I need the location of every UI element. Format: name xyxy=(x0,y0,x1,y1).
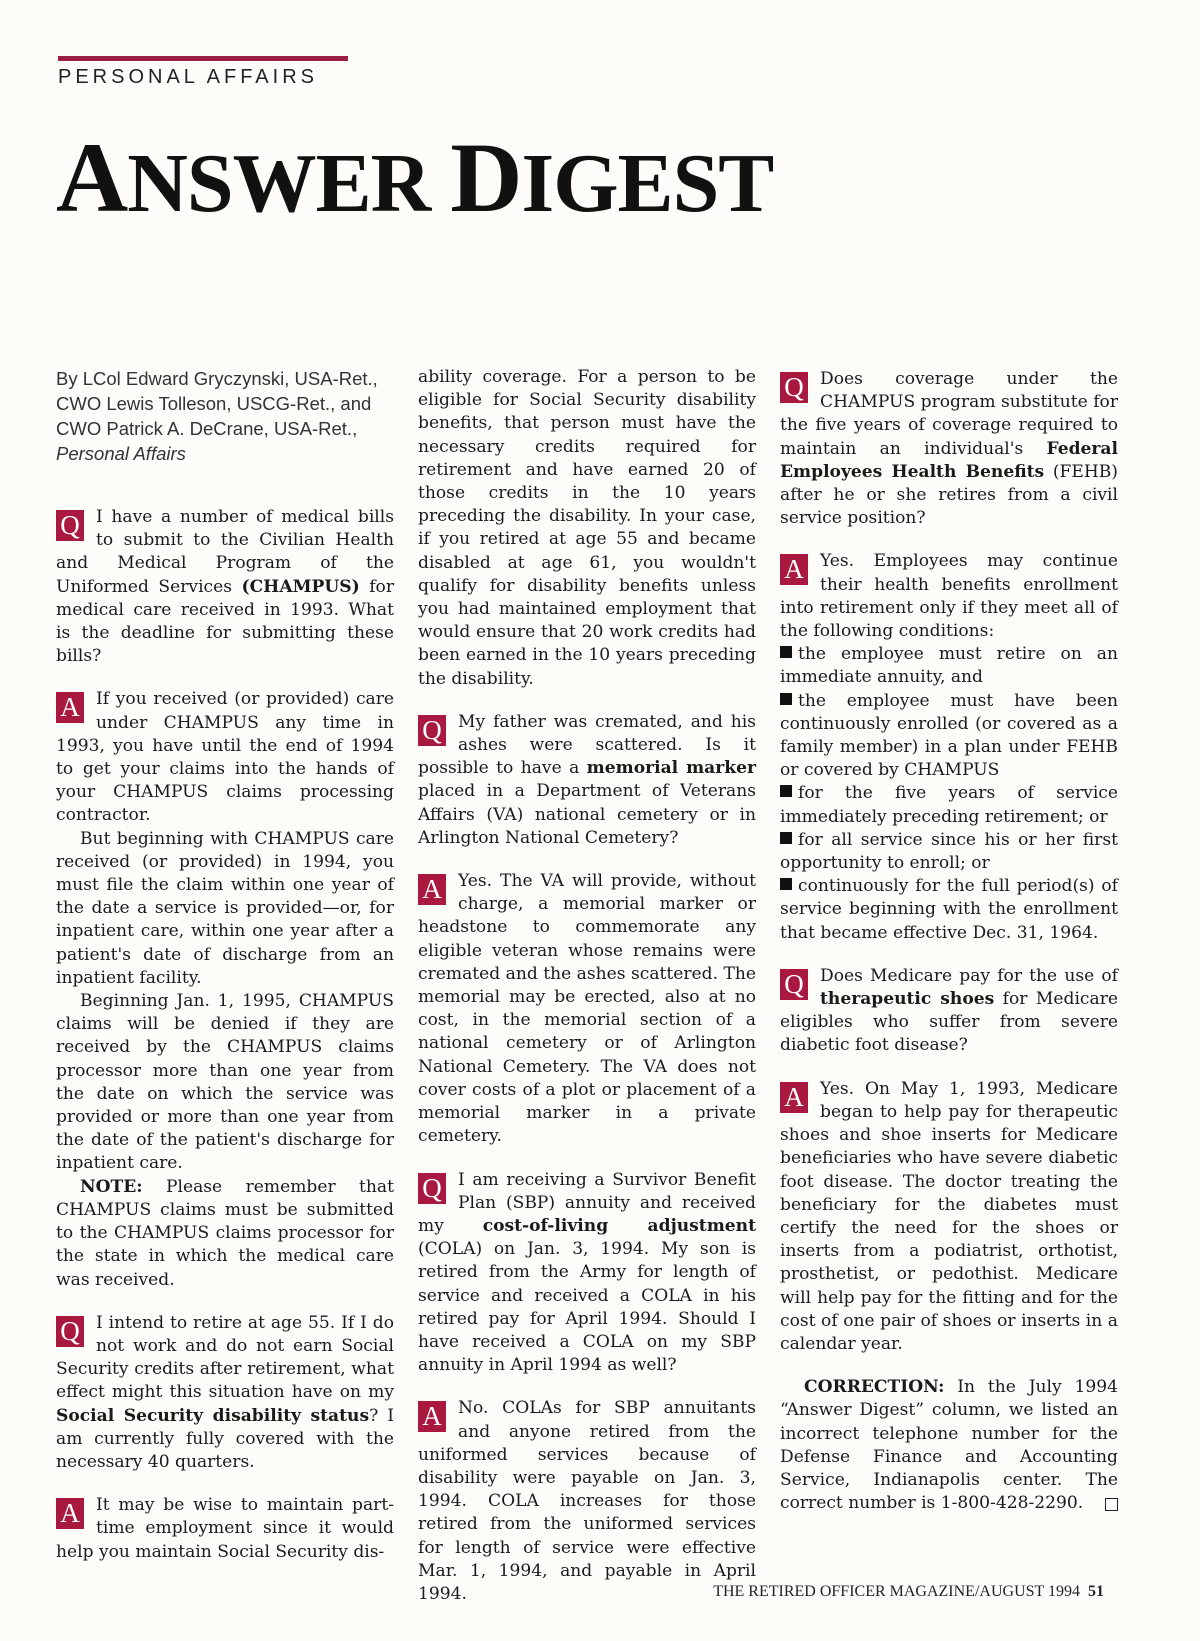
answer-paragraph: Yes. On May 1, 1993, Medicare began to help pay for therapeutic shoes and shoe inserts for Medicare beneficiaries who have severe diabetic foot disease. The doctor treating the beneficiary for the diabetes must certify the need for the shoes or inserts from a podiatrist, orthotist, prosthetist, or pedothist. Medicare will help pay for the fitting and for the cost of one pair of shoes or inserts in a calendar year. xyxy=(780,1078,1118,1354)
qa-memorial-answer xyxy=(418,870,756,1148)
qa-cola-question xyxy=(418,1169,756,1378)
sub-bullet-item: continuously for the full period(s) of service beginning with the enrollment that became effective Dec. 31, 1964. xyxy=(780,876,1118,943)
answer-paragraph: It may be wise to maintain part-time employment since it would help you maintain Social Security dis- xyxy=(56,1495,394,1562)
byline xyxy=(56,366,394,466)
answer-paragraph: If you received (or provided) care under CHAMPUS any time in 1993, you have until the end of 1994 to get your claims into the hands of your CHAMPUS claims processing contractor. xyxy=(56,689,394,826)
qa-disability-answer xyxy=(56,1494,394,1564)
q-badge: Q xyxy=(780,372,808,403)
q-badge: Q xyxy=(56,510,84,541)
column-1 xyxy=(56,366,394,1584)
question-text: Does coverage under the CHAMPUS program substitute for the five years of coverage required to maintain an individual's Federal Employees Health Benefits (FEHB) after he or she retires from a civil service position? xyxy=(780,369,1118,529)
correction-paragraph: CORRECTION: In the July 1994 “Answer Digest” column, we listed an incorrect telephone number for the Defense Finance and Accounting Service, Indianapolis center. The correct number is 1-800-428-2290. xyxy=(780,1377,1118,1514)
question-text: Does Medicare pay for the use of therapeutic shoes for Medicare eligibles who suffer from severe diabetic foot disease? xyxy=(780,965,1118,1056)
answer-paragraph: No. COLAs for SBP annuitants and anyone retired from the uniformed services because of disability were payable on Jan. 3, 1994. COLA increases for those retired from the uniformed services for length of service were effective Mar. 1, 1994, and payable in April 1994. xyxy=(418,1398,756,1604)
byline-role: Personal Affairs xyxy=(56,443,186,464)
answer-paragraph: Yes. Employees may continue their health benefits enrollment into retirement only if they meet all of the following conditions: xyxy=(780,551,1118,642)
question-keyword: Federal Employees Health Benefits xyxy=(780,438,1118,482)
column-3 xyxy=(780,368,1118,1535)
question-text: I have a number of medical bills to submit to the Civilian Health and Medical Program of the Uniformed Services (CHAMPUS) for medical care received in 1993. What is the deadline for submitting these bills? xyxy=(56,507,394,667)
sub-bullet-item: for the five years of service immediately preceding retirement; or xyxy=(780,783,1118,827)
qa-champus-question xyxy=(56,506,394,668)
q-badge: Q xyxy=(56,1316,84,1347)
end-of-article-box-icon xyxy=(1105,1498,1118,1511)
a-badge: A xyxy=(780,1082,808,1113)
square-bullet-icon xyxy=(780,832,792,844)
title-initial-2: D xyxy=(450,122,522,233)
page-title xyxy=(56,122,774,233)
square-bullet-icon xyxy=(780,646,792,658)
page-footer xyxy=(713,1583,1104,1601)
q-badge: Q xyxy=(418,1173,446,1204)
bullet-item: the employee must retire on an immediate annuity, and xyxy=(780,644,1118,688)
square-bullet-icon xyxy=(780,785,792,797)
section-label: PERSONAL AFFAIRS xyxy=(58,66,318,88)
byline-text: By LCol Edward Gryczynski, USA-Ret., CWO Lewis Tolleson, USCG-Ret., and CWO Patrick A. DeCrane, USA-Ret., xyxy=(56,368,378,439)
a-badge: A xyxy=(418,1401,446,1432)
answer-paragraph: But beginning with CHAMPUS care received (or provided) in 1994, you must file the claim within one year of the date a service is provided—or, for inpatient care, within one year after a patient's date of discharge from an inpatient facility. xyxy=(56,828,394,988)
question-keyword: memorial marker xyxy=(586,758,756,779)
a-badge: A xyxy=(780,554,808,585)
question-keyword: cost-of-living adjustment xyxy=(482,1215,756,1236)
page-number: 51 xyxy=(1088,1583,1104,1600)
sub-bullet-item: for all service since his or her first opportunity to enroll; or xyxy=(780,829,1118,874)
qa-disability-question xyxy=(56,1312,394,1474)
qa-cola-answer xyxy=(418,1397,756,1606)
title-rest-2: IGEST xyxy=(521,137,774,230)
column-2 xyxy=(418,366,756,1626)
bullet-item: the employee must have been continuously enrolled (or covered as a family member) in a plan under FEHB or covered by CHAMPUS xyxy=(780,690,1118,781)
title-rest-1: NSWER xyxy=(127,137,431,230)
correction-block xyxy=(780,1376,1118,1515)
answer-paragraph: Yes. The VA will provide, without charge, a memorial marker or headstone to commemorate any eligible veteran whose remains were cremated and the ashes scattered. The memorial may be erected, also at no cost, in the memorial section of a national cemetery or of Arlington National Cemetery. The VA does not cover costs of a plot or placement of a memorial marker in a private cemetery. xyxy=(418,871,756,1147)
qa-champus-answer xyxy=(56,688,394,1291)
header-rule xyxy=(58,56,348,61)
a-badge: A xyxy=(418,874,446,905)
answer-paragraph: Beginning Jan. 1, 1995, CHAMPUS claims will be denied if they are received by the CHAMPUS claims processor more than one year from the date on which the service was provided or more than one year from the date of the patient's discharge for inpatient care. xyxy=(56,991,394,1174)
question-text: My father was cremated, and his ashes were scattered. Is it possible to have a memorial marker placed in a Department of Veterans Affairs (VA) national cemetery or in Arlington National Cemetery? xyxy=(418,711,756,848)
qa-fehb-question xyxy=(780,368,1118,530)
qa-disability-answer-cont xyxy=(418,366,756,691)
a-badge: A xyxy=(56,1498,84,1529)
magazine-name: THE RETIRED OFFICER MAGAZINE/AUGUST 1994 xyxy=(713,1583,1080,1600)
square-bullet-icon xyxy=(780,693,792,705)
question-text: I intend to retire at age 55. If I do not work and do not earn Social Security credits after retirement, what effect might this situation have on my Social Security disability status? I am currently fully covered with the necessary 40 quarters. xyxy=(56,1312,395,1472)
qa-fehb-answer xyxy=(780,550,1118,944)
answer-paragraph: ability coverage. For a person to be eligible for Social Security disability benefits, that person must have the necessary credits required for retirement and have earned 20 of those credits in the 10 years preceding the disability. In your case, if you retired at age 55 and became disabled at age 61, you wouldn't qualify for disability benefits unless you had maintained employment that would ensure that 20 work credits had been earned in the 10 years preceding the disability. xyxy=(418,367,756,689)
correction-label: CORRECTION: xyxy=(804,1377,945,1398)
qa-memorial-question xyxy=(418,711,756,850)
q-badge: Q xyxy=(418,715,446,746)
a-badge: A xyxy=(56,692,84,723)
qa-shoes-answer xyxy=(780,1078,1118,1356)
question-keyword: (CHAMPUS) xyxy=(241,576,360,597)
square-bullet-icon xyxy=(780,878,792,890)
question-text: I am receiving a Survivor Benefit Plan (SBP) annuity and received my cost-of-living adjustment (COLA) on Jan. 3, 1994. My son is retired from the Army for length of service and received a COLA in his retired pay for April 1994. Should I have received a COLA on my SBP annuity in April 1994 as well? xyxy=(418,1169,756,1376)
note-paragraph: NOTE: Please remember that CHAMPUS claims must be submitted to the CHAMPUS claims processor for the state in which the medical care was received. xyxy=(56,1176,394,1290)
note-label: NOTE: xyxy=(80,1176,143,1197)
question-keyword: Social Security disability status xyxy=(56,1405,370,1426)
question-keyword: therapeutic shoes xyxy=(820,989,995,1010)
title-initial-1: A xyxy=(56,122,128,233)
qa-shoes-question xyxy=(780,965,1118,1058)
q-badge: Q xyxy=(780,969,808,1000)
